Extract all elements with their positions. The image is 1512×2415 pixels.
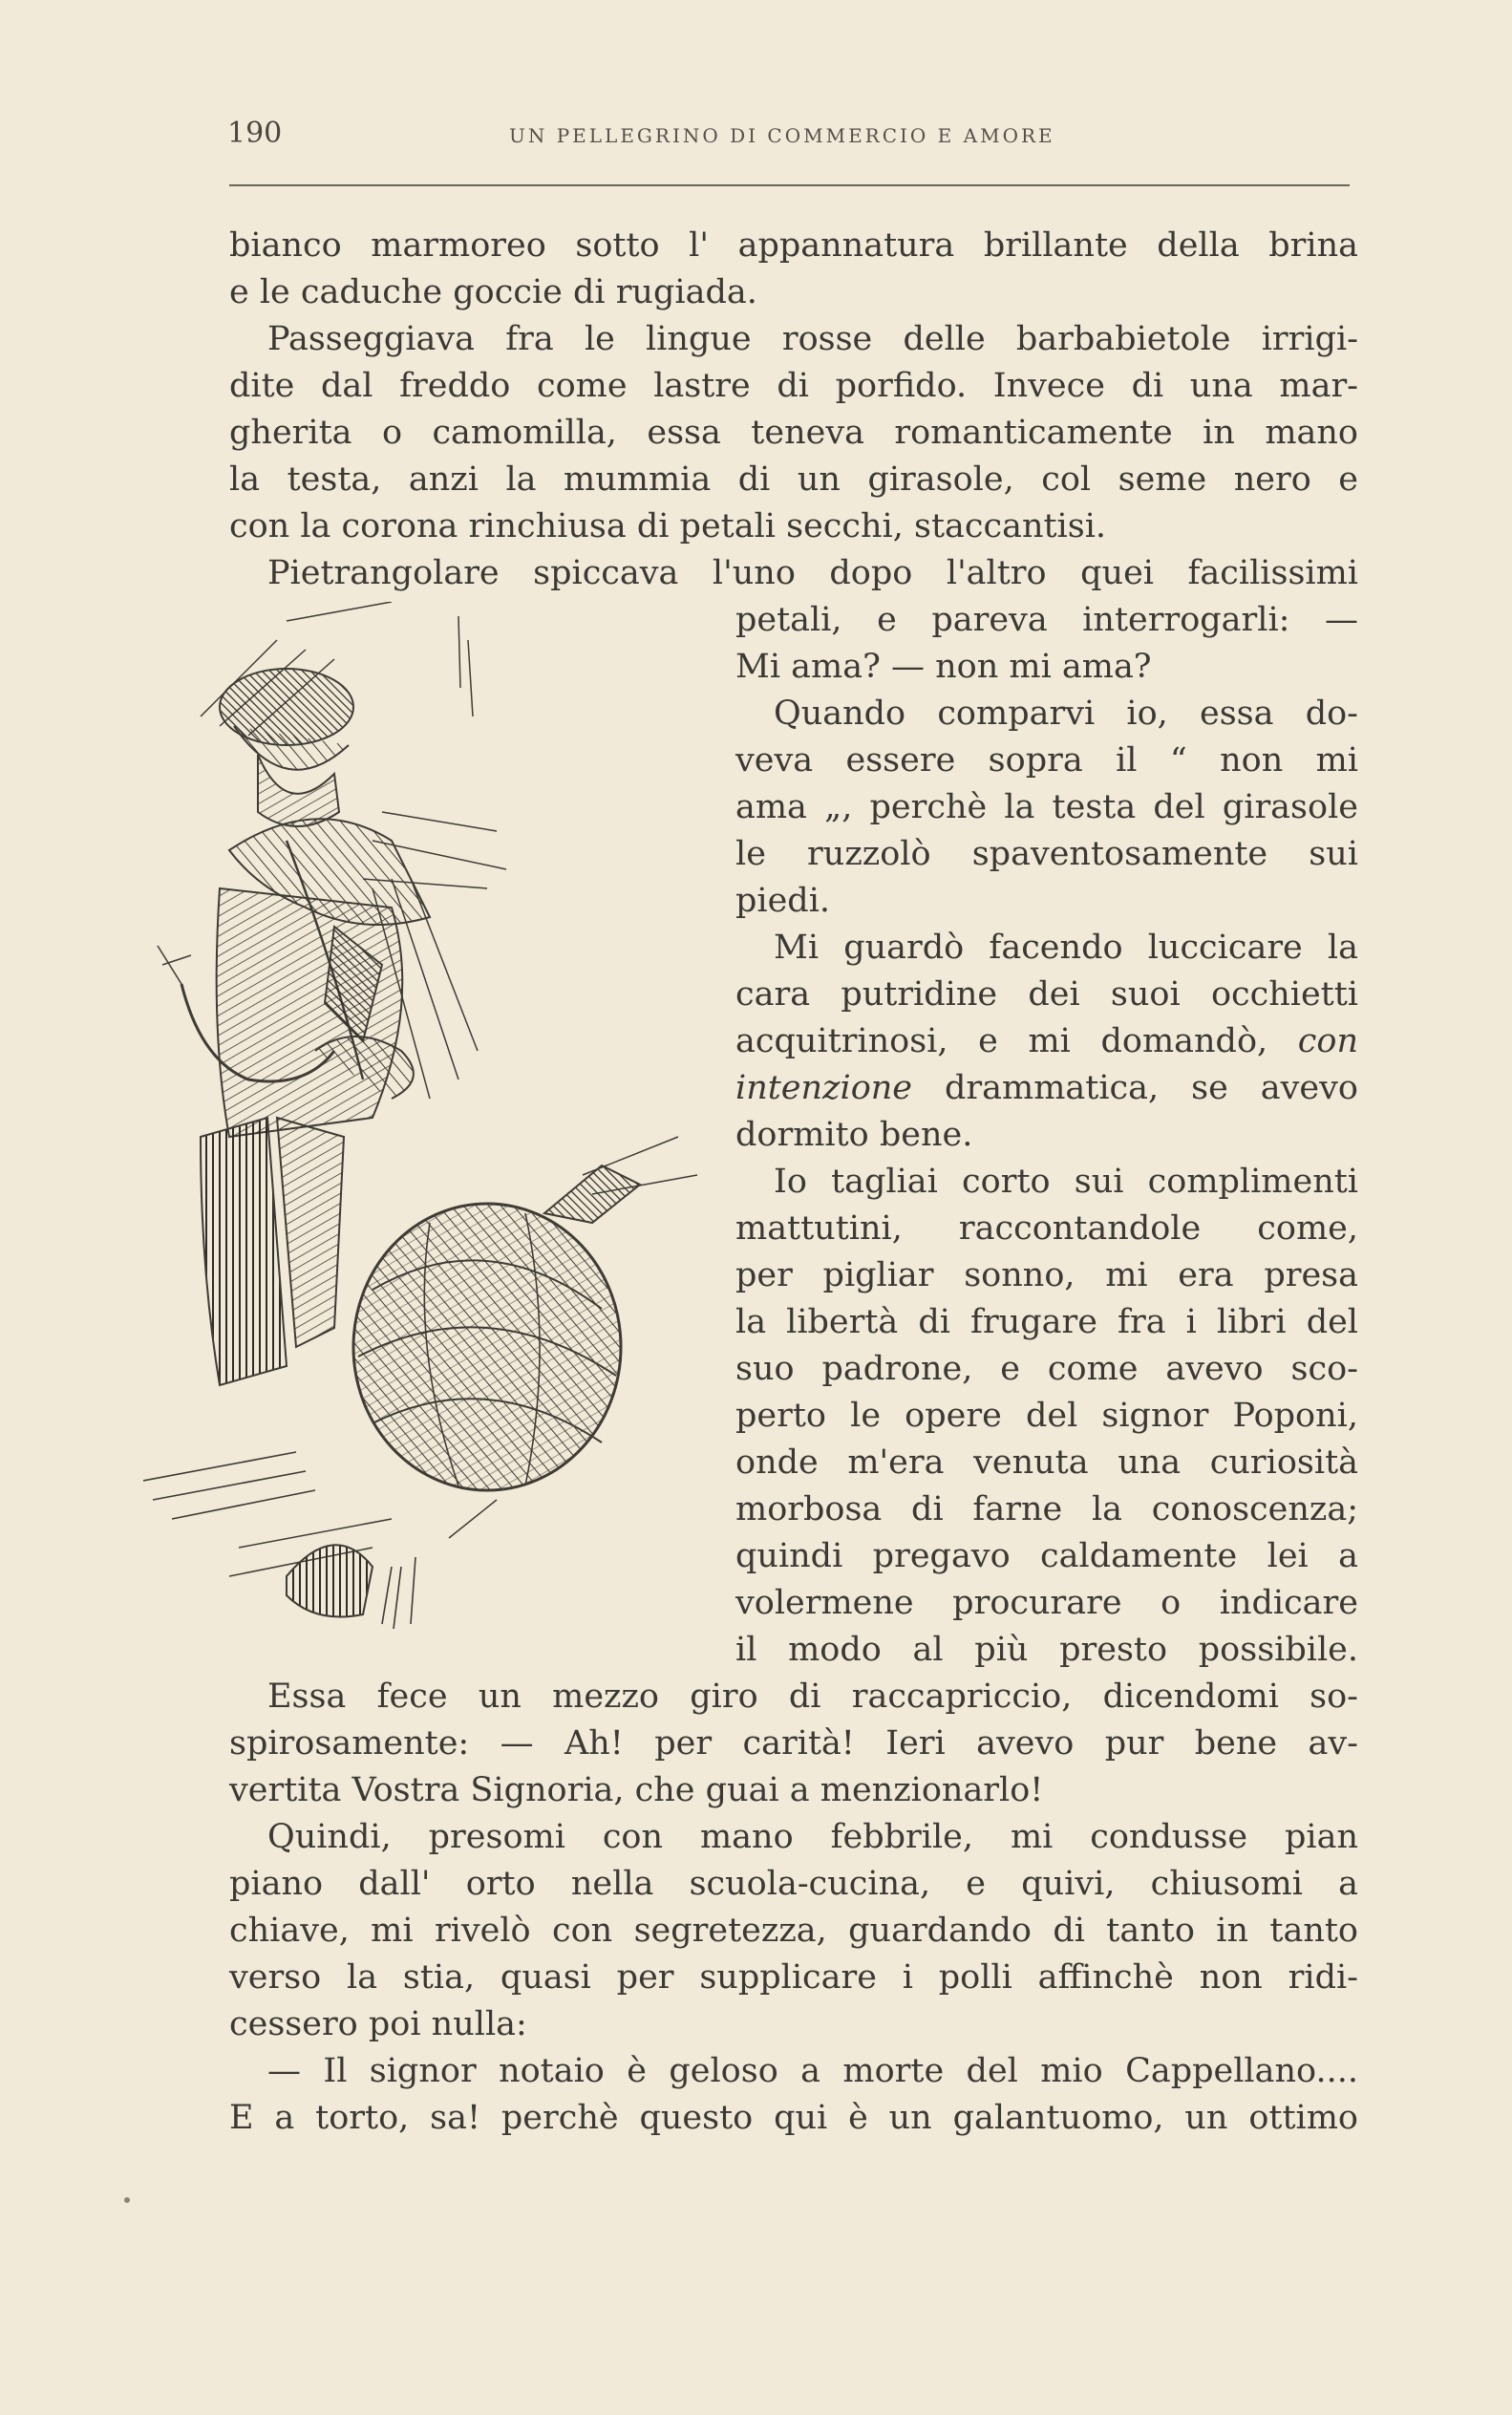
text-line: E a torto, sa! perchè questo qui è un galantuomo, un ottimo xyxy=(229,2099,1358,2137)
text-line: Quindi, presomi con mano febbrile, mi condusse pian xyxy=(267,1818,1358,1856)
text-line: dite dal freddo come lastre di porfido. Invece di una mar- xyxy=(229,367,1358,405)
text-line: quindi pregavo caldamente lei a xyxy=(735,1537,1358,1575)
text-line: Mi guardò facendo luccicare la xyxy=(774,929,1358,967)
text-line: vertita Vostra Signoria, che guai a menzionarlo! xyxy=(229,1771,1044,1809)
text-line: la libertà di frugare fra i libri del xyxy=(735,1303,1358,1341)
paper-speck xyxy=(124,2197,130,2203)
text-line: Essa fece un mezzo giro di raccapriccio, dicendomi so- xyxy=(267,1678,1358,1716)
text-line: le ruzzolò spaventosamente sui xyxy=(735,835,1358,873)
text-line: volermene procurare o indicare xyxy=(735,1584,1358,1622)
text-line: suo padrone, e come avevo sco- xyxy=(735,1350,1358,1388)
text-line: cara putridine dei suoi occhietti xyxy=(735,975,1358,1014)
text-line: Pietrangolare spiccava l'uno dopo l'altro quei facilissimi xyxy=(267,554,1358,592)
text-line: onde m'era venuta una curiosità xyxy=(735,1443,1358,1482)
text-line-composite xyxy=(735,1069,1358,1107)
italic-segment: intenzione xyxy=(735,1069,913,1107)
text-line: Passeggiava fra le lingue rosse delle barbabietole irrigi- xyxy=(267,320,1358,358)
text-line: con la corona rinchiusa di petali secchi, staccantisi. xyxy=(229,507,1107,545)
text-line: gherita o camomilla, essa teneva romanticamente in mano xyxy=(229,414,1358,452)
header-rule xyxy=(229,184,1350,186)
text-line: petali, e pareva interrogarli: — xyxy=(735,601,1358,639)
text-line: dormito bene. xyxy=(735,1116,973,1154)
text-line: piedi. xyxy=(735,882,831,920)
text-segment: drammatica, se avevo xyxy=(945,1069,1358,1107)
text-line: la testa, anzi la mummia di un girasole, col seme nero e xyxy=(229,460,1358,499)
text-line-composite xyxy=(735,1022,1358,1060)
running-title: UN PELLEGRINO DI COMMERCIO E AMORE xyxy=(509,124,1055,147)
text-line: per pigliar sonno, mi era presa xyxy=(735,1256,1358,1294)
engraving-woman-with-sunflower-icon xyxy=(143,602,716,1662)
text-line: piano dall' orto nella scuola-cucina, e quivi, chiusomi a xyxy=(229,1865,1358,1903)
running-head xyxy=(227,117,1356,155)
text-line: ama „, perchè la testa del girasole xyxy=(735,788,1358,826)
text-line: Mi ama? — non mi ama? xyxy=(735,648,1152,686)
text-line: verso la stia, quasi per supplicare i polli affinchè non ridi- xyxy=(229,1958,1358,1997)
text-line: veva essere sopra il “ non mi xyxy=(735,741,1358,780)
text-line: Quando comparvi io, essa do- xyxy=(774,695,1358,733)
text-segment: acquitrinosi, e mi domandò, xyxy=(735,1022,1268,1060)
text-line: perto le opere del signor Poponi, xyxy=(735,1397,1358,1435)
text-line: il modo al più presto possibile. xyxy=(735,1631,1358,1669)
text-line: spirosamente: — Ah! per carità! Ieri avevo pur bene av- xyxy=(229,1724,1358,1763)
text-line: e le caduche goccie di rugiada. xyxy=(229,273,757,311)
text-line: Io tagliai corto sui complimenti xyxy=(774,1163,1358,1201)
text-line: — Il signor notaio è geloso a morte del mio Cappellano.... xyxy=(267,2052,1358,2090)
page-number: 190 xyxy=(227,117,283,150)
text-line: bianco marmoreo sotto l' appannatura brillante della brina xyxy=(229,226,1358,265)
text-line: chiave, mi rivelò con segretezza, guardando di tanto in tanto xyxy=(229,1912,1358,1950)
text-line: mattutini, raccontandole come, xyxy=(735,1209,1358,1248)
text-line: morbosa di farne la conoscenza; xyxy=(735,1490,1358,1528)
text-line: cessero poi nulla: xyxy=(229,2005,527,2043)
italic-segment: con xyxy=(1297,1022,1358,1060)
